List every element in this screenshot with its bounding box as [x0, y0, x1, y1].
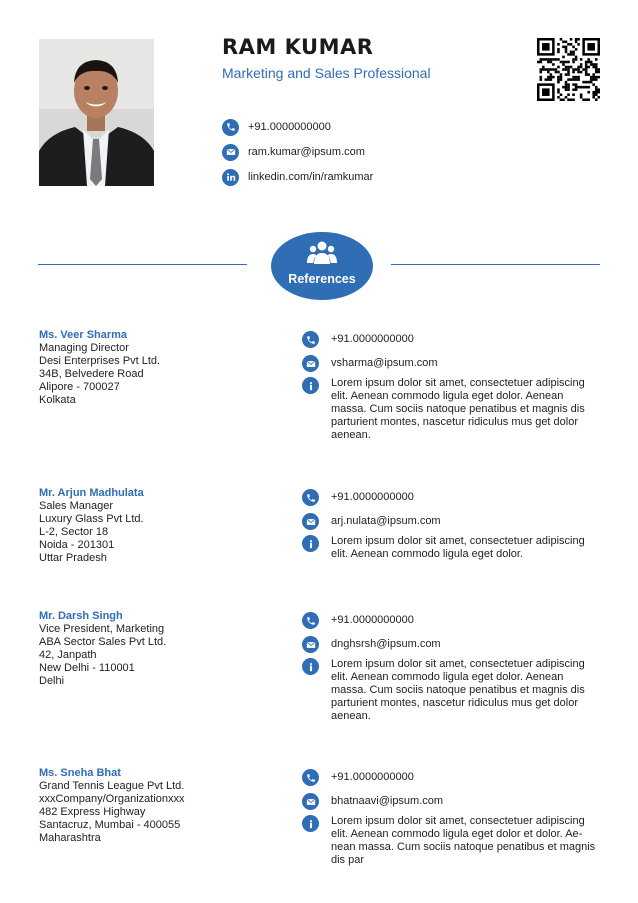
reference-email[interactable]: arj.nulata@ipsum.com	[331, 515, 441, 527]
reference-phone[interactable]: +91.0000000000	[331, 771, 414, 783]
info-icon	[302, 658, 319, 675]
qr-code	[537, 38, 600, 101]
reference-line: 34B, Belvedere Road	[39, 368, 144, 380]
reference-line: Grand Tennis League Pvt Ltd.	[39, 780, 185, 792]
info-icon	[302, 535, 319, 552]
reference-note: Lorem ipsum dolor sit amet, consectetuer adipiscing elit. Aenean commodo ligula eget dolor. Aenean massa. Cum sociis natoque penatibus et magnis dis parturient montes, nascetur ridiculus mus get dolor aenean.	[331, 658, 585, 722]
reference-name: Ms. Veer Sharma	[39, 329, 128, 341]
reference-line: Delhi	[39, 675, 65, 687]
reference-note: Lorem ipsum dolor sit amet, consectetuer adipiscing elit. Aenean commodo ligula eget dolor.	[331, 535, 585, 560]
reference-email-row	[302, 355, 599, 372]
reference-line: L-2, Sector 18	[39, 526, 109, 538]
reference-line: Maharashtra	[39, 832, 101, 844]
reference-line: New Delhi - 110001	[39, 662, 135, 674]
reference-4-details	[39, 767, 279, 845]
reference-line: Desi Enterprises Pvt Ltd.	[39, 355, 161, 367]
info-icon	[302, 815, 319, 832]
reference-note: Lorem ipsum dolor sit amet, consectetuer adipiscing elit. Aenean commodo ligula eget dolor. Aenean massa. Cum sociis natoque penatibus et magnis dis parturient montes, nascetur ridiculus mus get dolor aenean.	[331, 377, 585, 441]
section-title: References	[288, 272, 356, 286]
reference-3-details	[39, 610, 279, 688]
reference-line: Luxury Glass Pvt Ltd.	[39, 513, 144, 525]
phone-icon	[302, 612, 319, 629]
header-email-row	[222, 143, 365, 161]
reference-name: Mr. Darsh Singh	[39, 610, 123, 622]
reference-note-row	[302, 535, 599, 561]
reference-phone[interactable]: +91.0000000000	[331, 333, 414, 345]
envelope-icon	[302, 355, 319, 372]
reference-phone-row	[302, 331, 599, 348]
reference-line: Managing Director	[39, 342, 129, 354]
reference-line: Sales Manager	[39, 500, 113, 512]
section-divider-left	[38, 264, 247, 265]
candidate-name: RAM KUMAR	[222, 35, 374, 59]
reference-note-row	[302, 815, 599, 867]
people-group-icon	[307, 240, 337, 266]
reference-email-row	[302, 793, 599, 810]
header-linkedin[interactable]: linkedin.com/in/ramkumar	[248, 171, 374, 183]
section-badge	[271, 232, 373, 300]
reference-line: ABA Sector Sales Pvt Ltd.	[39, 636, 167, 648]
reference-line: 42, Janpath	[39, 649, 97, 661]
candidate-title: Marketing and Sales Professional	[222, 65, 431, 81]
section-divider-right	[391, 264, 600, 265]
linkedin-icon	[222, 169, 239, 186]
reference-email-row	[302, 513, 599, 530]
reference-line: Santacruz, Mumbai - 400055	[39, 819, 181, 831]
envelope-icon	[302, 636, 319, 653]
info-icon	[302, 377, 319, 394]
reference-1-details	[39, 329, 279, 407]
envelope-icon	[222, 144, 239, 161]
header-linkedin-row	[222, 168, 373, 186]
reference-line: 482 Express Highway	[39, 806, 146, 818]
reference-note-row	[302, 658, 599, 723]
profile-photo	[39, 39, 154, 186]
reference-line: xxxCompany/Organizationxxx	[39, 793, 185, 805]
phone-icon	[302, 769, 319, 786]
reference-phone[interactable]: +91.0000000000	[331, 491, 414, 503]
reference-line: Uttar Pradesh	[39, 552, 107, 564]
header-email[interactable]: ram.kumar@ipsum.com	[248, 146, 365, 158]
reference-2-details	[39, 487, 279, 565]
envelope-icon	[302, 513, 319, 530]
reference-phone-row	[302, 489, 599, 506]
envelope-icon	[302, 793, 319, 810]
reference-phone[interactable]: +91.0000000000	[331, 614, 414, 626]
header-phone[interactable]: +91.0000000000	[248, 121, 331, 133]
reference-line: Kolkata	[39, 394, 76, 406]
phone-icon	[222, 119, 239, 136]
reference-name: Mr. Arjun Madhulata	[39, 487, 144, 499]
reference-email-row	[302, 636, 599, 653]
reference-note: Lorem ipsum dolor sit amet, consectetuer adipiscing elit. Aenean commodo ligula eget dolor et dolor. Ae-nean massa. Cum sociis natoque penatibus et magnis dis par	[331, 815, 596, 866]
reference-phone-row	[302, 612, 599, 629]
reference-phone-row	[302, 769, 599, 786]
reference-email[interactable]: bhatnaavi@ipsum.com	[331, 795, 444, 807]
reference-email[interactable]: vsharma@ipsum.com	[331, 357, 438, 369]
phone-icon	[302, 331, 319, 348]
reference-name: Ms. Sneha Bhat	[39, 767, 121, 779]
phone-icon	[302, 489, 319, 506]
reference-line: Alipore - 700027	[39, 381, 120, 393]
reference-line: Noida - 201301	[39, 539, 115, 551]
reference-email[interactable]: dnghsrsh@ipsum.com	[331, 638, 441, 650]
header-phone-row	[222, 118, 331, 136]
reference-note-row	[302, 377, 599, 442]
reference-line: Vice President, Marketing	[39, 623, 165, 635]
